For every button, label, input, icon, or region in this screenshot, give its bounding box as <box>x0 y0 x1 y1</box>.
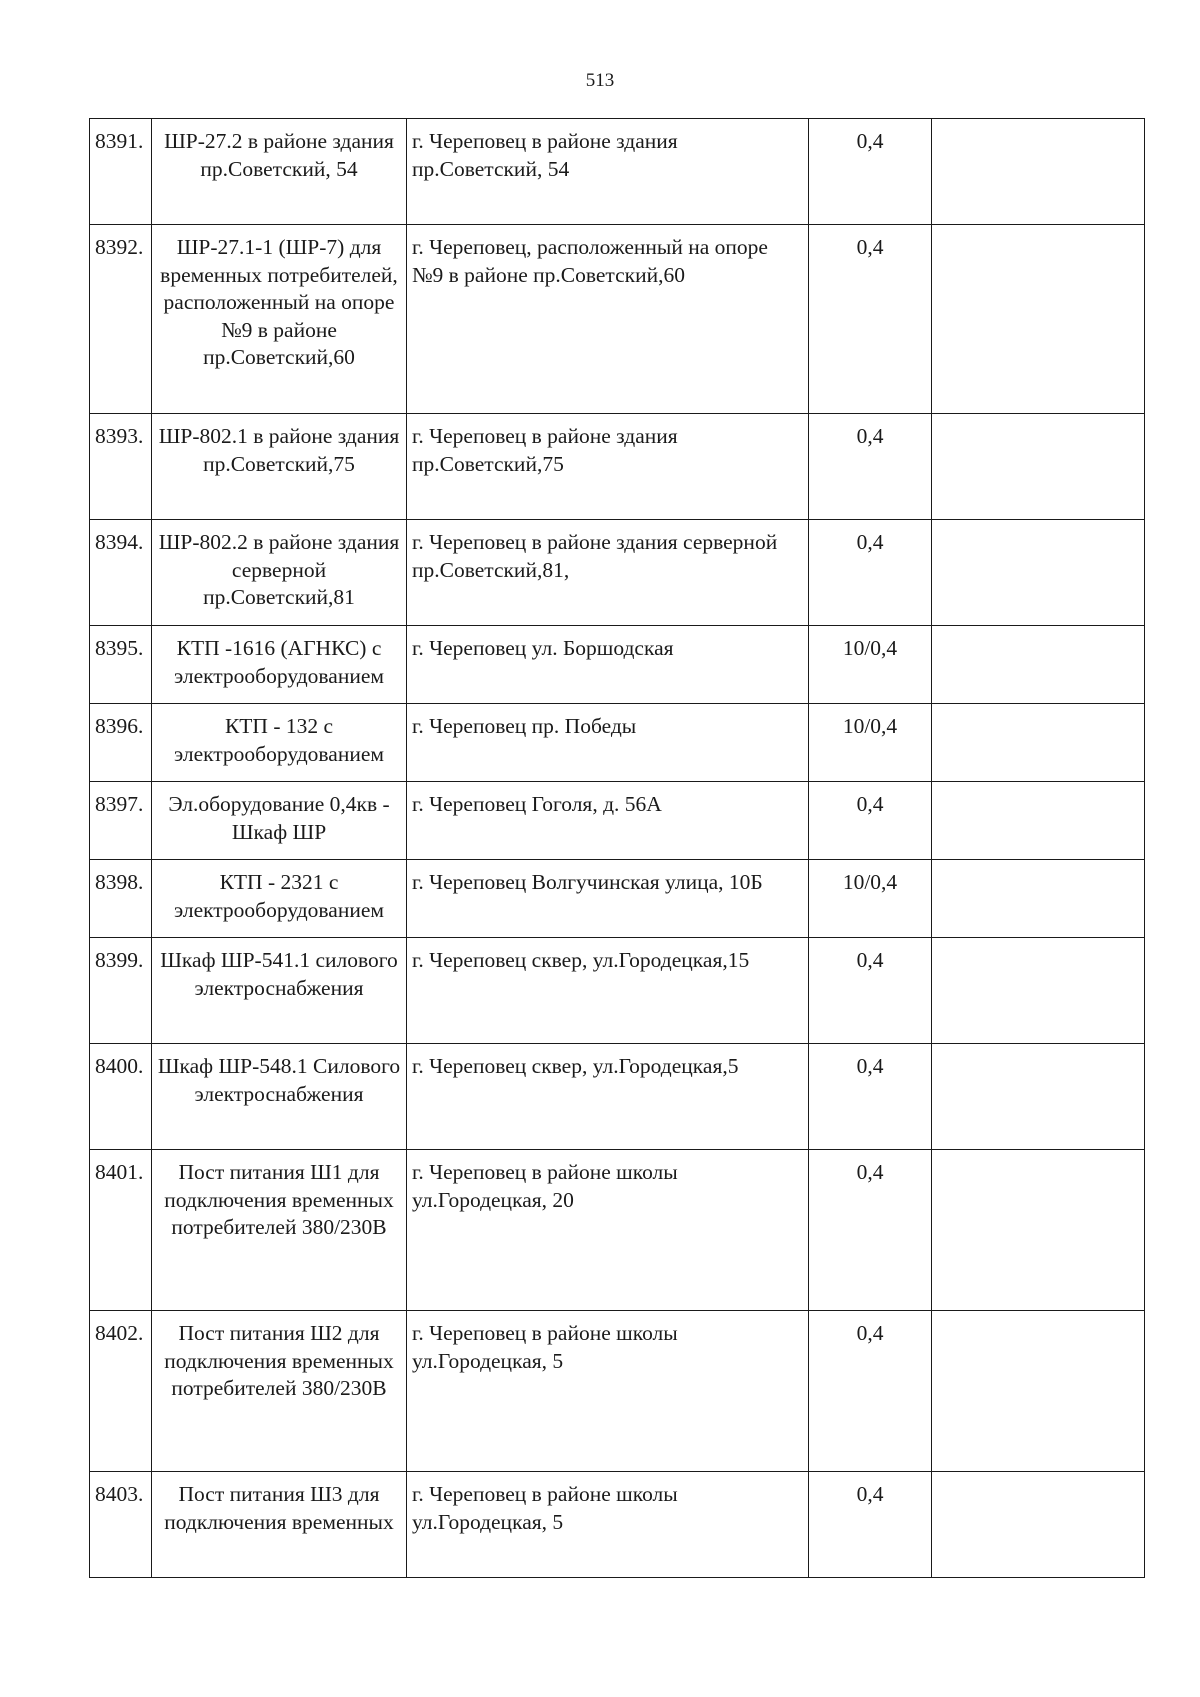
row-number: 8396. <box>90 704 152 782</box>
object-name: КТП - 2321 с электрооборудованием <box>152 860 407 938</box>
object-name: ШР-802.1 в районе здания пр.Советский,75 <box>152 414 407 520</box>
row-number: 8392. <box>90 225 152 414</box>
object-name: КТП -1616 (АГНКС) с электрооборудованием <box>152 626 407 704</box>
object-name: ШР-27.1-1 (ШР-7) для временных потребителей, расположенный на опоре №9 в районе пр.Советский,60 <box>152 225 407 414</box>
table-row <box>90 1472 1145 1578</box>
object-name: Эл.оборудование 0,4кв - Шкаф ШР <box>152 782 407 860</box>
object-voltage: 10/0,4 <box>809 626 932 704</box>
object-voltage: 0,4 <box>809 119 932 225</box>
table-row <box>90 860 1145 938</box>
table-row <box>90 782 1145 860</box>
object-voltage: 0,4 <box>809 938 932 1044</box>
object-voltage: 0,4 <box>809 414 932 520</box>
object-address: г. Череповец в районе здания пр.Советский, 54 <box>407 119 809 225</box>
row-number: 8391. <box>90 119 152 225</box>
object-extra <box>932 119 1145 225</box>
object-address: г. Череповец сквер, ул.Городецкая,15 <box>407 938 809 1044</box>
object-extra <box>932 1472 1145 1578</box>
row-number: 8395. <box>90 626 152 704</box>
object-extra <box>932 520 1145 626</box>
registry-table-body <box>90 119 1145 1578</box>
row-number: 8399. <box>90 938 152 1044</box>
table-row <box>90 414 1145 520</box>
object-voltage: 0,4 <box>809 1311 932 1472</box>
object-extra <box>932 704 1145 782</box>
object-name: ШР-27.2 в районе здания пр.Советский, 54 <box>152 119 407 225</box>
object-address: г. Череповец Волгучинская улица, 10Б <box>407 860 809 938</box>
row-number: 8398. <box>90 860 152 938</box>
object-extra <box>932 1150 1145 1311</box>
row-number: 8401. <box>90 1150 152 1311</box>
object-name: Шкаф ШР-541.1 силового электроснабжения <box>152 938 407 1044</box>
object-name: КТП - 132 с электрооборудованием <box>152 704 407 782</box>
object-voltage: 0,4 <box>809 1150 932 1311</box>
row-number: 8403. <box>90 1472 152 1578</box>
object-voltage: 0,4 <box>809 1044 932 1150</box>
object-voltage: 10/0,4 <box>809 704 932 782</box>
object-address: г. Череповец в районе здания пр.Советский,75 <box>407 414 809 520</box>
row-number: 8402. <box>90 1311 152 1472</box>
table-row <box>90 225 1145 414</box>
table-row <box>90 938 1145 1044</box>
table-row <box>90 626 1145 704</box>
table-row <box>90 1311 1145 1472</box>
object-address: г. Череповец Гоголя, д. 56А <box>407 782 809 860</box>
row-number: 8400. <box>90 1044 152 1150</box>
object-address: г. Череповец пр. Победы <box>407 704 809 782</box>
table-row <box>90 1150 1145 1311</box>
object-address: г. Череповец в районе школы ул.Городецкая, 20 <box>407 1150 809 1311</box>
object-voltage: 0,4 <box>809 1472 932 1578</box>
table-row <box>90 119 1145 225</box>
object-voltage: 10/0,4 <box>809 860 932 938</box>
object-address: г. Череповец ул. Боршодская <box>407 626 809 704</box>
object-extra <box>932 626 1145 704</box>
object-extra <box>932 1311 1145 1472</box>
object-extra <box>932 938 1145 1044</box>
object-name: Пост питания Ш2 для подключения временных потребителей 380/230В <box>152 1311 407 1472</box>
object-address: г. Череповец сквер, ул.Городецкая,5 <box>407 1044 809 1150</box>
row-number: 8393. <box>90 414 152 520</box>
object-address: г. Череповец в районе школы ул.Городецкая, 5 <box>407 1472 809 1578</box>
object-address: г. Череповец в районе школы ул.Городецкая, 5 <box>407 1311 809 1472</box>
row-number: 8397. <box>90 782 152 860</box>
table-row <box>90 520 1145 626</box>
table-row <box>90 704 1145 782</box>
object-voltage: 0,4 <box>809 782 932 860</box>
object-extra <box>932 860 1145 938</box>
object-name: Пост питания Ш3 для подключения временных <box>152 1472 407 1578</box>
object-voltage: 0,4 <box>809 520 932 626</box>
page-number: 513 <box>585 70 615 91</box>
object-extra <box>932 1044 1145 1150</box>
object-extra <box>932 414 1145 520</box>
object-extra <box>932 782 1145 860</box>
object-voltage: 0,4 <box>809 225 932 414</box>
registry-table <box>89 118 1145 1578</box>
object-name: Пост питания Ш1 для подключения временных потребителей 380/230В <box>152 1150 407 1311</box>
object-address: г. Череповец в районе здания серверной пр.Советский,81, <box>407 520 809 626</box>
object-extra <box>932 225 1145 414</box>
table-row <box>90 1044 1145 1150</box>
object-name: Шкаф ШР-548.1 Силового электроснабжения <box>152 1044 407 1150</box>
row-number: 8394. <box>90 520 152 626</box>
object-name: ШР-802.2 в районе здания серверной пр.Советский,81 <box>152 520 407 626</box>
object-address: г. Череповец, расположенный на опоре №9 в районе пр.Советский,60 <box>407 225 809 414</box>
